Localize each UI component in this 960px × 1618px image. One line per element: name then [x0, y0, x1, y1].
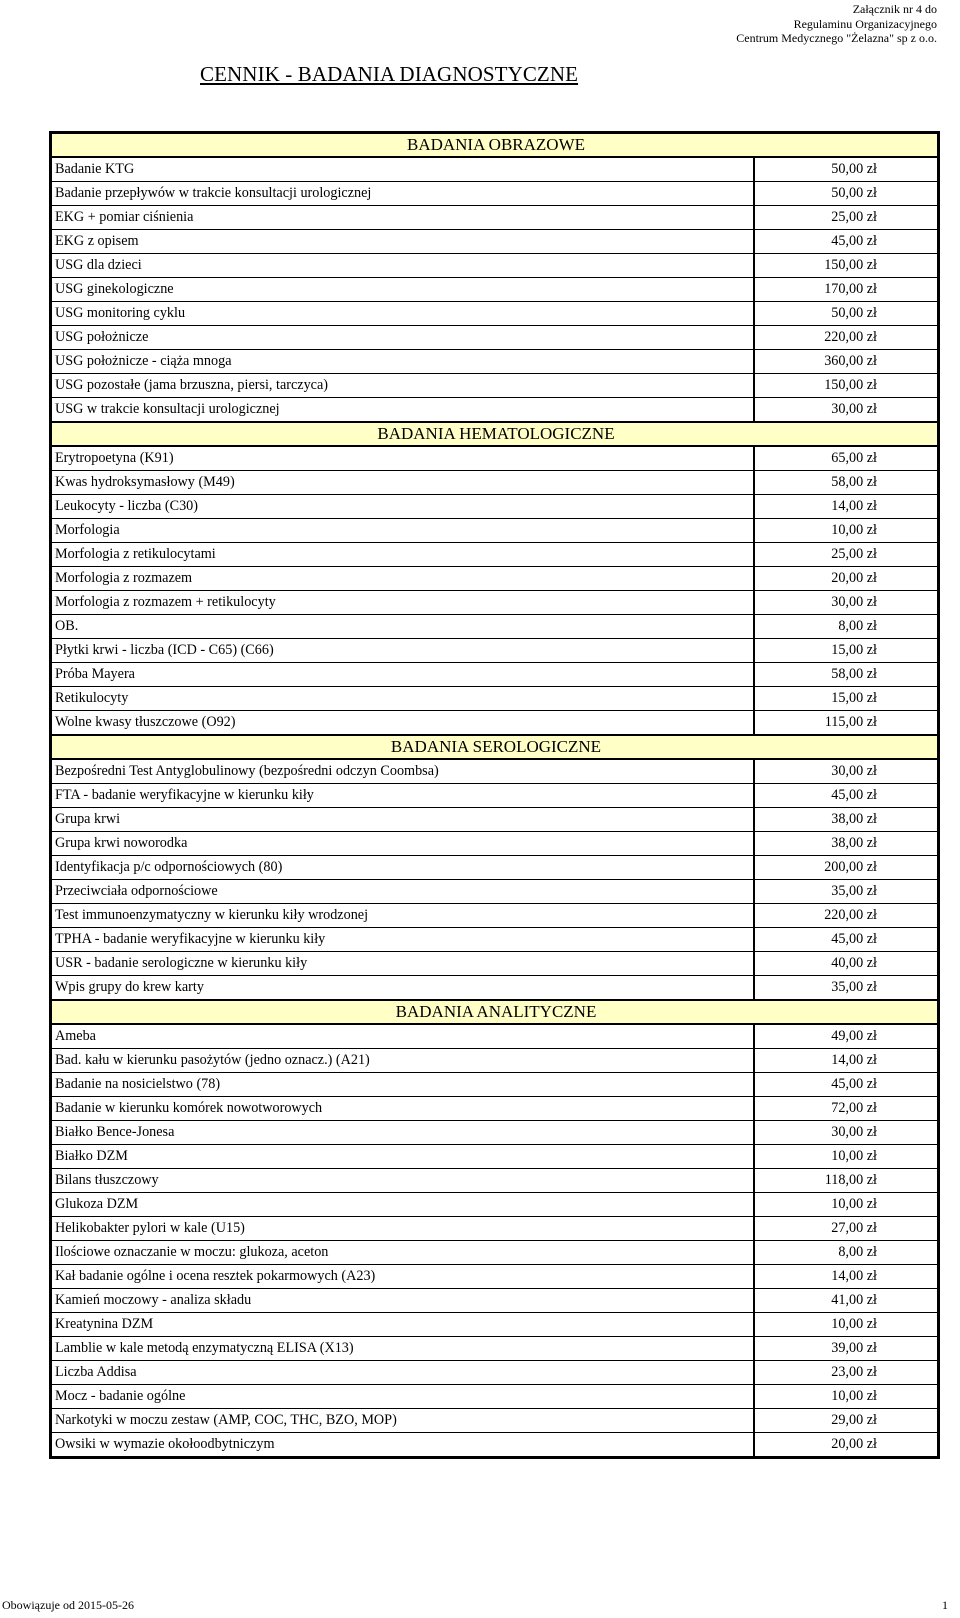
test-price: 45,00 zł: [754, 928, 939, 952]
test-price: 8,00 zł: [754, 1241, 939, 1265]
table-row: [51, 759, 939, 784]
table-row: [51, 519, 939, 543]
test-name: Owsiki w wymazie okołoodbytniczym: [55, 1436, 275, 1452]
table-row: [51, 1337, 939, 1361]
table-row: [51, 230, 939, 254]
test-name: Kał badanie ogólne i ocena resztek pokarmowych (A23): [51, 1265, 754, 1289]
test-name: Narkotyki w moczu zestaw (AMP, COC, THC, BZO, MOP): [51, 1409, 754, 1433]
test-name: Wolne kwasy tłuszczowe (O92): [51, 711, 754, 736]
test-price: 49,00 zł: [754, 1024, 939, 1049]
table-row: [51, 1409, 939, 1433]
test-name: Bezpośredni Test Antyglobulinowy (bezpośredni odczyn Coombsa): [51, 759, 754, 784]
test-name: Morfologia z rozmazem: [51, 567, 754, 591]
test-price: 72,00 zł: [754, 1097, 939, 1121]
attachment-note-line: Centrum Medycznego "Żelazna" sp z o.o.: [736, 31, 937, 45]
test-name: Badanie na nosicielstwo (78): [51, 1073, 754, 1097]
test-price: 39,00 zł: [754, 1337, 939, 1361]
test-name: EKG z opisem: [51, 230, 754, 254]
test-name: Próba Mayera: [51, 663, 754, 687]
table-row: [51, 1313, 939, 1337]
test-price: 65,00 zł: [754, 446, 939, 471]
test-name: Badanie przepływów w trakcie konsultacji urologicznej: [51, 182, 754, 206]
test-name: Mocz - badanie ogólne: [51, 1385, 754, 1409]
test-price: 150,00 zł: [754, 374, 939, 398]
table-row: [51, 639, 939, 663]
price-table-body: [51, 133, 939, 1458]
table-row: [51, 1121, 939, 1145]
test-price: 30,00 zł: [754, 398, 939, 423]
test-name: Ilościowe oznaczanie w moczu: glukoza, aceton: [51, 1241, 754, 1265]
table-row: [51, 157, 939, 182]
price-table: [49, 131, 940, 1459]
test-name: TPHA - badanie weryfikacyjne w kierunku kiły: [51, 928, 754, 952]
table-row: [51, 446, 939, 471]
test-price: 58,00 zł: [754, 471, 939, 495]
test-price: 14,00 zł: [754, 1265, 939, 1289]
table-row: [51, 567, 939, 591]
table-row: [51, 471, 939, 495]
table-row: [51, 832, 939, 856]
test-price: 14,00 zł: [754, 495, 939, 519]
test-name: Płytki krwi - liczba (ICD - C65) (C66): [51, 639, 754, 663]
test-name: Bilans tłuszczowy: [51, 1169, 754, 1193]
section-header-row: [51, 422, 939, 446]
test-name: Leukocyty - liczba (C30): [51, 495, 754, 519]
table-row: [51, 543, 939, 567]
test-price: 50,00 zł: [754, 157, 939, 182]
test-price: 35,00 zł: [754, 880, 939, 904]
table-row: [51, 1241, 939, 1265]
table-row: [51, 1024, 939, 1049]
test-price: 35,00 zł: [754, 976, 939, 1001]
test-name: Białko DZM: [51, 1145, 754, 1169]
test-name: EKG + pomiar ciśnienia: [51, 206, 754, 230]
test-price: 40,00 zł: [754, 952, 939, 976]
attachment-note-line: Regulaminu Organizacyjnego: [793, 16, 937, 31]
test-price: 50,00 zł: [754, 182, 939, 206]
test-price: 15,00 zł: [754, 687, 939, 711]
test-name: USG położnicze - ciąża mnoga: [51, 350, 754, 374]
test-price: 30,00 zł: [754, 591, 939, 615]
test-name: Liczba Addisa: [51, 1361, 754, 1385]
test-price: 360,00 zł: [754, 350, 939, 374]
table-row: [51, 206, 939, 230]
attachment-note: [736, 2, 937, 46]
table-row: [51, 808, 939, 832]
test-name: OB.: [51, 615, 754, 639]
test-price: 23,00 zł: [754, 1361, 939, 1385]
test-name: Białko Bence-Jonesa: [51, 1121, 754, 1145]
test-price: 38,00 zł: [754, 832, 939, 856]
table-row: [51, 1193, 939, 1217]
table-row: [51, 591, 939, 615]
test-price: 220,00 zł: [754, 326, 939, 350]
test-price: 20,00 zł: [754, 1433, 939, 1458]
test-name: Kreatynina DZM: [51, 1313, 754, 1337]
test-name: Bad. kału w kierunku pasożytów (jedno oznacz.) (A21): [51, 1049, 754, 1073]
table-row: [51, 398, 939, 423]
test-name: Wpis grupy do krew karty: [51, 976, 754, 1001]
test-name: USR - badanie serologiczne w kierunku kiły: [51, 952, 754, 976]
table-row: [51, 1433, 939, 1458]
test-name: Kwas hydroksymasłowy (M49): [51, 471, 754, 495]
test-price: 45,00 zł: [754, 784, 939, 808]
test-price: 41,00 zł: [754, 1289, 939, 1313]
table-row: [51, 1169, 939, 1193]
test-name: USG monitoring cyklu: [51, 302, 754, 326]
test-price: 30,00 zł: [754, 759, 939, 784]
test-price: 10,00 zł: [754, 1313, 939, 1337]
test-name: Test immunoenzymatyczny w kierunku kiły wrodzonej: [51, 904, 754, 928]
table-row: [51, 254, 939, 278]
test-price: 10,00 zł: [754, 1193, 939, 1217]
table-row: [51, 1145, 939, 1169]
test-price: 10,00 zł: [754, 519, 939, 543]
page-number: 1: [942, 1598, 948, 1612]
test-name: USG ginekologiczne: [51, 278, 754, 302]
table-row: [51, 1097, 939, 1121]
section-title: BADANIA ANALITYCZNE: [51, 1000, 939, 1024]
table-row: [51, 856, 939, 880]
test-price: 8,00 zł: [754, 615, 939, 639]
table-row: [51, 1385, 939, 1409]
section-title: BADANIA OBRAZOWE: [51, 133, 939, 158]
test-name: Helikobakter pylori w kale (U15): [51, 1217, 754, 1241]
test-price: 30,00 zł: [754, 1121, 939, 1145]
test-price: 38,00 zł: [754, 808, 939, 832]
test-price: 10,00 zł: [754, 1385, 939, 1409]
test-price: 118,00 zł: [754, 1169, 939, 1193]
test-price: 25,00 zł: [754, 206, 939, 230]
section-title: BADANIA SEROLOGICZNE: [51, 735, 939, 759]
table-row: [51, 1049, 939, 1073]
test-price: 115,00 zł: [754, 711, 939, 736]
test-name: USG w trakcie konsultacji urologicznej: [51, 398, 754, 423]
test-name: Grupa krwi: [51, 808, 754, 832]
test-name: Badanie KTG: [51, 157, 754, 182]
test-name: USG położnicze: [51, 326, 754, 350]
test-name: Morfologia: [51, 519, 754, 543]
test-name: Morfologia z rozmazem + retikulocyty: [51, 591, 754, 615]
table-row: [51, 976, 939, 1001]
table-row: [51, 663, 939, 687]
section-header-row: [51, 735, 939, 759]
test-price: 14,00 zł: [754, 1049, 939, 1073]
table-row: [51, 711, 939, 736]
test-name: Lamblie w kale metodą enzymatyczną ELISA (X13): [51, 1337, 754, 1361]
section-header-row: [51, 133, 939, 158]
table-row: [51, 928, 939, 952]
test-name: Retikulocyty: [51, 687, 754, 711]
test-price: 29,00 zł: [754, 1409, 939, 1433]
test-price: 170,00 zł: [754, 278, 939, 302]
test-name: Ameba: [51, 1024, 754, 1049]
test-name: USG dla dzieci: [51, 254, 754, 278]
test-price: 27,00 zł: [754, 1217, 939, 1241]
test-price: 58,00 zł: [754, 663, 939, 687]
test-price: 45,00 zł: [754, 230, 939, 254]
section-header-row: [51, 1000, 939, 1024]
test-price: 50,00 zł: [754, 302, 939, 326]
document-title: CENNIK - BADANIA DIAGNOSTYCZNE: [200, 62, 579, 86]
table-row: [51, 904, 939, 928]
test-name: USG pozostałe (jama brzuszna, piersi, tarczyca): [51, 374, 754, 398]
table-row: [51, 495, 939, 519]
test-price: 45,00 zł: [754, 1073, 939, 1097]
table-row: [51, 182, 939, 206]
test-price: 25,00 zł: [754, 543, 939, 567]
table-row: [51, 615, 939, 639]
test-name: Kamień moczowy - analiza składu: [51, 1289, 754, 1313]
table-row: [51, 952, 939, 976]
test-name: Identyfikacja p/c odpornościowych (80): [51, 856, 754, 880]
table-row: [51, 1361, 939, 1385]
table-row: [51, 1265, 939, 1289]
test-name: Glukoza DZM: [51, 1193, 754, 1217]
test-price: 150,00 zł: [754, 254, 939, 278]
table-row: [51, 1289, 939, 1313]
table-row: [51, 880, 939, 904]
table-row: [51, 326, 939, 350]
table-row: [51, 278, 939, 302]
table-row: [51, 1217, 939, 1241]
section-title: BADANIA HEMATOLOGICZNE: [51, 422, 939, 446]
table-row: [51, 374, 939, 398]
test-name: Morfologia z retikulocytami: [51, 543, 754, 567]
table-row: [51, 784, 939, 808]
test-name: FTA - badanie weryfikacyjne w kierunku kiły: [51, 784, 754, 808]
test-name: Erytropoetyna (K91): [51, 446, 754, 471]
test-name: Przeciwciała odpornościowe: [51, 880, 754, 904]
attachment-note-line: Załącznik nr 4 do: [852, 2, 937, 16]
test-price: 20,00 zł: [754, 567, 939, 591]
table-row: [51, 1073, 939, 1097]
test-price: 15,00 zł: [754, 639, 939, 663]
table-row: [51, 350, 939, 374]
test-price: 200,00 zł: [754, 856, 939, 880]
test-name: Badanie w kierunku komórek nowotworowych: [51, 1097, 754, 1121]
effective-date: Obowiązuje od 2015-05-26: [2, 1598, 134, 1612]
test-price: 10,00 zł: [754, 1145, 939, 1169]
test-name: Grupa krwi noworodka: [51, 832, 754, 856]
table-row: [51, 302, 939, 326]
test-price: 220,00 zł: [754, 904, 939, 928]
table-row: [51, 687, 939, 711]
